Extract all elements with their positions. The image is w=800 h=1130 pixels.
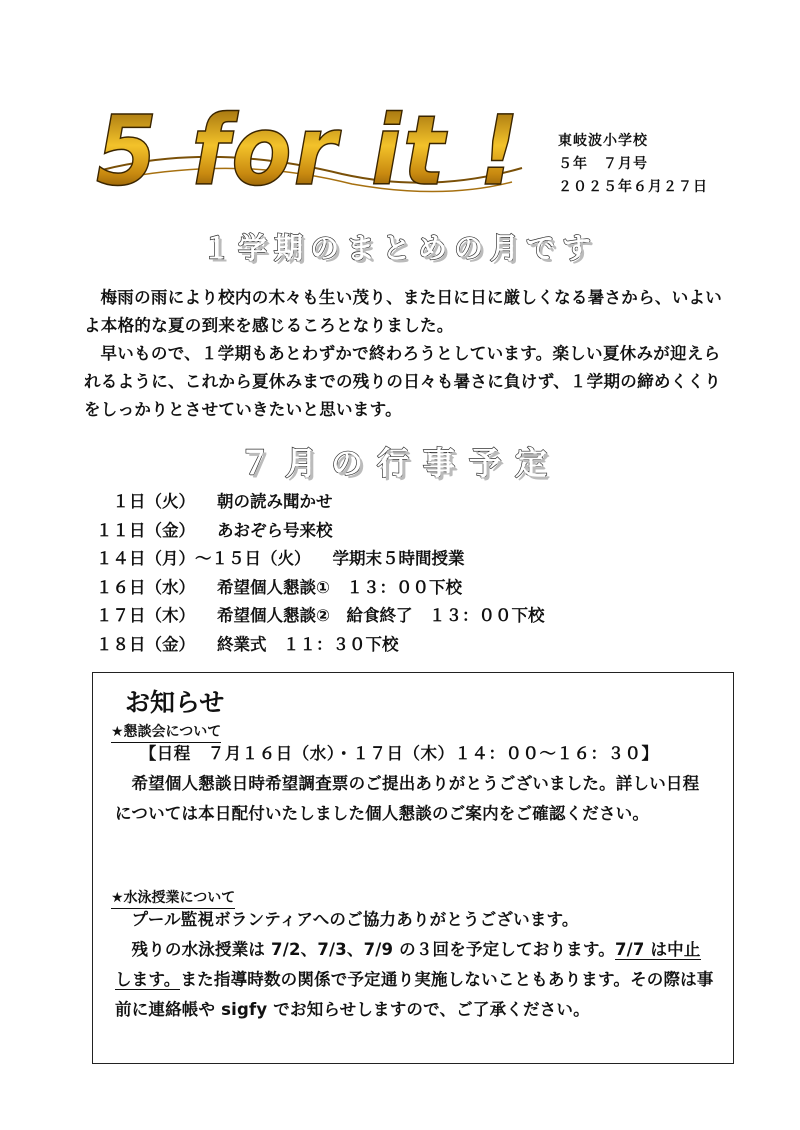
schedule-date: １４日（月）～１５日（火）: [96, 549, 311, 568]
newsletter-logo: [92, 92, 532, 204]
issue-label: ５年 ７月号: [558, 156, 648, 172]
schedule-event: 希望個人懇談① １３：００下校: [217, 577, 462, 597]
swimming-text: [115, 905, 715, 1025]
schedule-date: １日（火）: [96, 492, 195, 511]
notice-box: [92, 672, 734, 1064]
schedule-row: [96, 488, 544, 517]
intro-text: [84, 284, 724, 424]
schedule-event: 朝の読み聞かせ: [217, 492, 333, 511]
swimming-cancel-notice: 7/7 は中止します。: [115, 940, 701, 989]
swimming-heading: ★水泳授業について: [111, 887, 235, 909]
schedule-heading-wrap: [0, 438, 800, 484]
school-info: [558, 130, 708, 199]
schedule-date: １７日（木）: [96, 606, 195, 625]
schedule-date: １８日（金）: [96, 634, 195, 654]
swimming-thanks: プール監視ボランティアへのご協力ありがとうございます。: [131, 910, 579, 929]
conference-body: 希望個人懇談日時希望調査票のご提出ありがとうございました。詳しい日程については本日配付いたしました個人懇談のご案内をご確認ください。: [115, 774, 700, 823]
schedule-event: 学期末５時間授業: [332, 549, 465, 568]
schedule-row: [96, 602, 544, 631]
notice-title: お知らせ: [125, 688, 225, 717]
intro-paragraph: 梅雨の雨により校内の木々も生い茂り、また日に日に厳しくなる暑さから、いよいよ本格的な夏の到来を感じるころとなりました。: [84, 288, 723, 335]
schedule-date: １１日（金）: [96, 520, 195, 540]
swimming-body-after: また指導時数の関係で予定通り実施しないこともあります。その際は事前に連絡帳や sigfy でお知らせしますので、ご了承ください。: [115, 970, 714, 1019]
logo-text: 5 for it !: [96, 95, 521, 204]
schedule-event: あおぞら号来校: [217, 520, 333, 540]
schedule-list: [96, 488, 544, 659]
swimming-body-before: 残りの水泳授業は 7/2、7/3、7/9 の３回を予定しております。: [131, 940, 615, 959]
conference-text: [115, 739, 715, 829]
intro-paragraph: 早いもので、１学期もあとわずかで終わろうとしています。楽しい夏休みが迎えられるように、これから夏休みまでの残りの日々も暑さに負けず、１学期の締めくくりをしっかりとさせていきたいと思います。: [84, 344, 722, 419]
schedule-event: 希望個人懇談② 給食終了 １３：００下校: [217, 606, 545, 625]
intro-heading: １学期のまとめの月です: [201, 231, 598, 265]
schedule-row: [96, 574, 544, 603]
schedule-event: 終業式 １１：３０下校: [217, 634, 399, 654]
swimming-body: [115, 935, 715, 1025]
schedule-row: [96, 631, 544, 660]
school-name: 東岐波小学校: [558, 133, 648, 149]
conference-heading: ★懇談会について: [111, 721, 221, 743]
schedule-heading: ７月の行事予定: [238, 444, 561, 482]
issue-date: ２０２５年６月２７日: [558, 179, 708, 195]
schedule-row: [96, 517, 544, 546]
intro-heading-wrap: [0, 226, 800, 267]
schedule-row: [96, 545, 544, 574]
conference-dates: 【日程 ７月１６日（水）・１７日（木）１４：００～１６：３０】: [139, 744, 659, 763]
schedule-date: １６日（水）: [96, 577, 195, 597]
